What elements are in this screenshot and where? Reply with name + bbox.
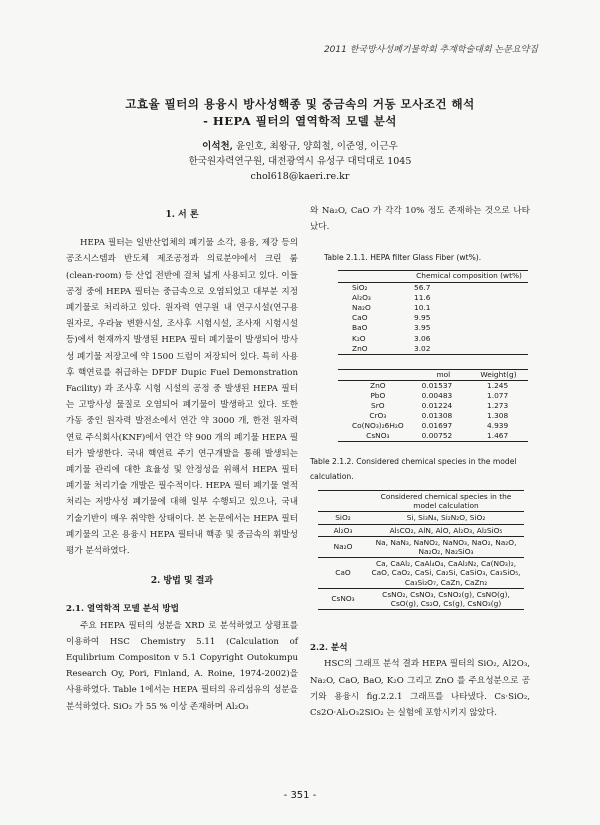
cell-parent: Na₂O (318, 536, 368, 557)
cell-parent: SiO₂ (318, 512, 368, 524)
other-authors: 윤인호, 최왕규, 양희철, 이준영, 이근우 (233, 141, 398, 152)
section-1-heading: 1. 서 론 (165, 210, 199, 220)
table-row (338, 334, 528, 344)
cell-value: 3.02 (410, 344, 528, 355)
cell-value: 3.06 (414, 333, 431, 343)
cell-component: K₂O (352, 333, 366, 343)
cell-component: ZnO (338, 344, 410, 355)
cell-parent: Al₂O₃ (318, 524, 368, 536)
table-row (318, 524, 524, 536)
title-line-2: - HEPA 필터의 열역학적 모델 분석 (203, 114, 397, 128)
table-row (318, 558, 524, 589)
table-row (318, 536, 524, 557)
cell-species: SrO (371, 401, 385, 411)
cell-species-list: Al₅CO₂, AlN, AlO, Al₂O₃, Al₂SiO₅ (368, 524, 524, 536)
cell-mol: 0.01308 (421, 411, 453, 421)
cell-species: CsNO₃ (338, 431, 418, 442)
cell-species: Co(NO₃)₂6H₂O (351, 421, 404, 431)
cell-component: BaO (352, 323, 368, 333)
cell-mol: 0.00752 (418, 431, 469, 442)
cell-species-list: Si, Si₃N₄, Si₂N₂O, SiO₂ (368, 512, 524, 524)
subsection-2-2-heading: 2.2. 분석 (310, 643, 348, 654)
glass-fiber-table (338, 270, 528, 355)
table-row (338, 323, 528, 333)
table-row (338, 421, 528, 431)
table-1b-header-weight: Weight(g) (469, 370, 528, 381)
page-number: - 351 - (283, 790, 317, 801)
cell-mol: 0.01224 (421, 401, 453, 411)
cell-weight: 1.077 (487, 391, 509, 401)
cell-component: Na₂O (352, 303, 371, 313)
table-1-header: Chemical composition (wt%) (410, 271, 528, 282)
affiliation: 한국원자력연구원, 대전광역시 유성구 대덕대로 1045 (188, 156, 412, 167)
subsection-2-1-heading: 2.1. 열역학적 모델 분석 방법 (66, 604, 179, 615)
cell-species: CrO₃ (369, 411, 387, 421)
table-1b-header-mol: mol (418, 370, 469, 381)
cell-value: 9.95 (414, 313, 431, 323)
author-list (0, 139, 600, 154)
continued-paragraph: 와 Na₂O, CaO 가 각각 10% 정도 존재하는 것으로 나타났다. (310, 206, 530, 233)
conference-header: 2011 한국방사성폐기물학회 추계학술대회 논문요약집 (323, 45, 538, 55)
cell-component: CaO (352, 313, 368, 323)
table-1b-header-species (338, 370, 418, 381)
section-2-heading: 2. 방법 및 결과 (150, 576, 214, 587)
table-row (338, 282, 528, 293)
cell-value: 10.1 (414, 303, 431, 313)
cell-species-list: CsNO₂, CsNO₃, CsNO₂(g), CsNO(g), CsO(g), Cs₂O, Cs(g), CsNO₃(g) (368, 588, 524, 609)
table-2-caption: Table 2.1.2. Considered chemical species in the model calculation. (310, 457, 517, 482)
cell-component: SiO₂ (352, 282, 368, 292)
table-row (338, 381, 528, 392)
email: chol618@kaeri.re.kr (250, 171, 350, 182)
table-row (338, 431, 528, 442)
table-row (338, 344, 528, 355)
cell-mol: 0.01537 (421, 381, 453, 391)
cell-species-list: Ca, CaAl₂, CaAl₄O₄, CaAl₂N₂, Ca(NO₃)₂, CaO, CaO₂, CaSi, Ca₂Si, CaSiO₃, Ca₃SiO₅, Ca₃Si₂O₇, CaZn, CaZn₂ (368, 558, 524, 589)
table-1-caption: Table 2.1.1. HEPA filter Glass Fiber (wt%). (324, 253, 482, 263)
cell-species: ZnO (370, 381, 386, 391)
species-weight-table (338, 369, 528, 442)
table-row (338, 303, 528, 313)
cell-mol: 0.00483 (421, 391, 453, 401)
table-row (338, 293, 528, 303)
paper-title (0, 96, 600, 130)
table-row (318, 588, 524, 609)
table-row (338, 313, 528, 323)
method-paragraph: 주요 HEPA 필터의 성분을 XRD 로 분석하였고 상평표를 이용하여 HSC Chemistry 5.11 (Calculation of Equlibrium Compositon v 5.1 Copyright Outokumpu Research Oy, Pori, Finland, A. Roine, 1974-2002)을 사용하였다. Table 1에서는 HEPA 필터의 유리섬유의 성분을 분석하였다. SiO₂ 가 55 % 이상 존재하며 Al₂O₃ (66, 620, 298, 712)
cell-parent: CsNO₃ (318, 588, 368, 609)
author-block (0, 139, 600, 184)
cell-weight: 1.245 (487, 381, 509, 391)
intro-paragraph: HEPA 필터는 일반산업체의 폐기물 소각, 용융, 제강 등의 공조시스템과 반도체 제조공정과 의료분야에서 크린 룸 (clean-room) 등 산업 전반에 걸쳐 넓게 사용되고 있다. 이들 공정 중에 HEPA 필터는 중금속으로 오염되었고 대부분 지정폐기물로 처리하고 있다. 원자력 연구원 내 연구시설(연구용 원자로, 우라늄 변환시설, 조사후 시험시설, 조사재 시험시설 등)에서 현재까지 발생된 HEPA 필터 폐기물이 발생되어 방사성 폐기물 저장고에 약 1500 드럼이 저장되어 있다. 특히 사용 후 핵연료를 취급하는 DFDF Dupic Fuel Demonstration Facility) 과 조사후 시험 시설의 공정 중 발생된 HEPA 필터는 고방사성 물질로 오염되어 폐기물이 발생하고 있다. 또한 가동 중인 원자력 발전소에서 연간 약 3000 개, 한전 원자력 연료 주식회사(KNF)에서 연간 약 900 개의 폐기물 HEPA 필터가 발생한다. 국내 핵연료 주기 연구개발을 통해 발생되는 폐기물 관리에 대한 효율성 및 안정성을 위해서 HEPA 필터 폐기물 처리기술 개발은 필수적이다. HEPA 필터 폐기물 열적 처리는 저방사성 폐기물에 대해 일부 수행되고 있으나, 국내 기술기반이 매우 취약한 상태이다. 본 논문에서는 HEPA 필터 폐기물의 고온 용융시 HEPA 필터내 핵종 및 중금속의 휘발성 평가 분석하였다. (66, 238, 298, 557)
table-2-header: Considered chemical species in the model calculation (368, 491, 524, 512)
cell-weight: 1.467 (469, 431, 528, 442)
cell-weight: 1.273 (487, 401, 509, 411)
cell-species: PbO (370, 391, 386, 401)
table-row (338, 411, 528, 421)
table-row (318, 512, 524, 524)
cell-weight: 1.308 (487, 411, 509, 421)
cell-value: 56.7 (414, 282, 431, 292)
table-row (338, 391, 528, 401)
cell-value: 11.6 (414, 292, 431, 302)
chemical-species-table (318, 490, 524, 610)
analysis-paragraph: HSC의 그래프 분석 결과 HEPA 필터의 SiO₂, Al2O₃, Na₂O, CaO, BaO, K₂O 그리고 ZnO 를 주요성분으로 공기와 용융시 fig.2.2.1 그래프를 나타냈다. Cs·SiO₂, Cs2O·Al₂O₃2SiO₂ 는 실험에 포함시키지 않았다. (310, 659, 530, 719)
cell-species-list: Na, NaN₃, NaNO₂, NaNO₃, NaO₂, Na₂O, Na₂O₂, Na₂SiO₃ (368, 536, 524, 557)
cell-parent: CaO (318, 558, 368, 589)
table-row (338, 401, 528, 411)
left-column (66, 203, 298, 715)
cell-weight: 4.939 (487, 421, 509, 431)
cell-component: Al₂O₃ (352, 292, 371, 302)
cell-mol: 0.01697 (421, 421, 453, 431)
cell-value: 3.95 (414, 323, 431, 333)
title-block (0, 96, 600, 184)
title-line-1: 고효율 필터의 용융시 방사성핵종 및 중금속의 거동 모사조건 해석 (125, 97, 475, 111)
right-column (310, 203, 530, 721)
first-author: 이석천, (202, 141, 233, 152)
